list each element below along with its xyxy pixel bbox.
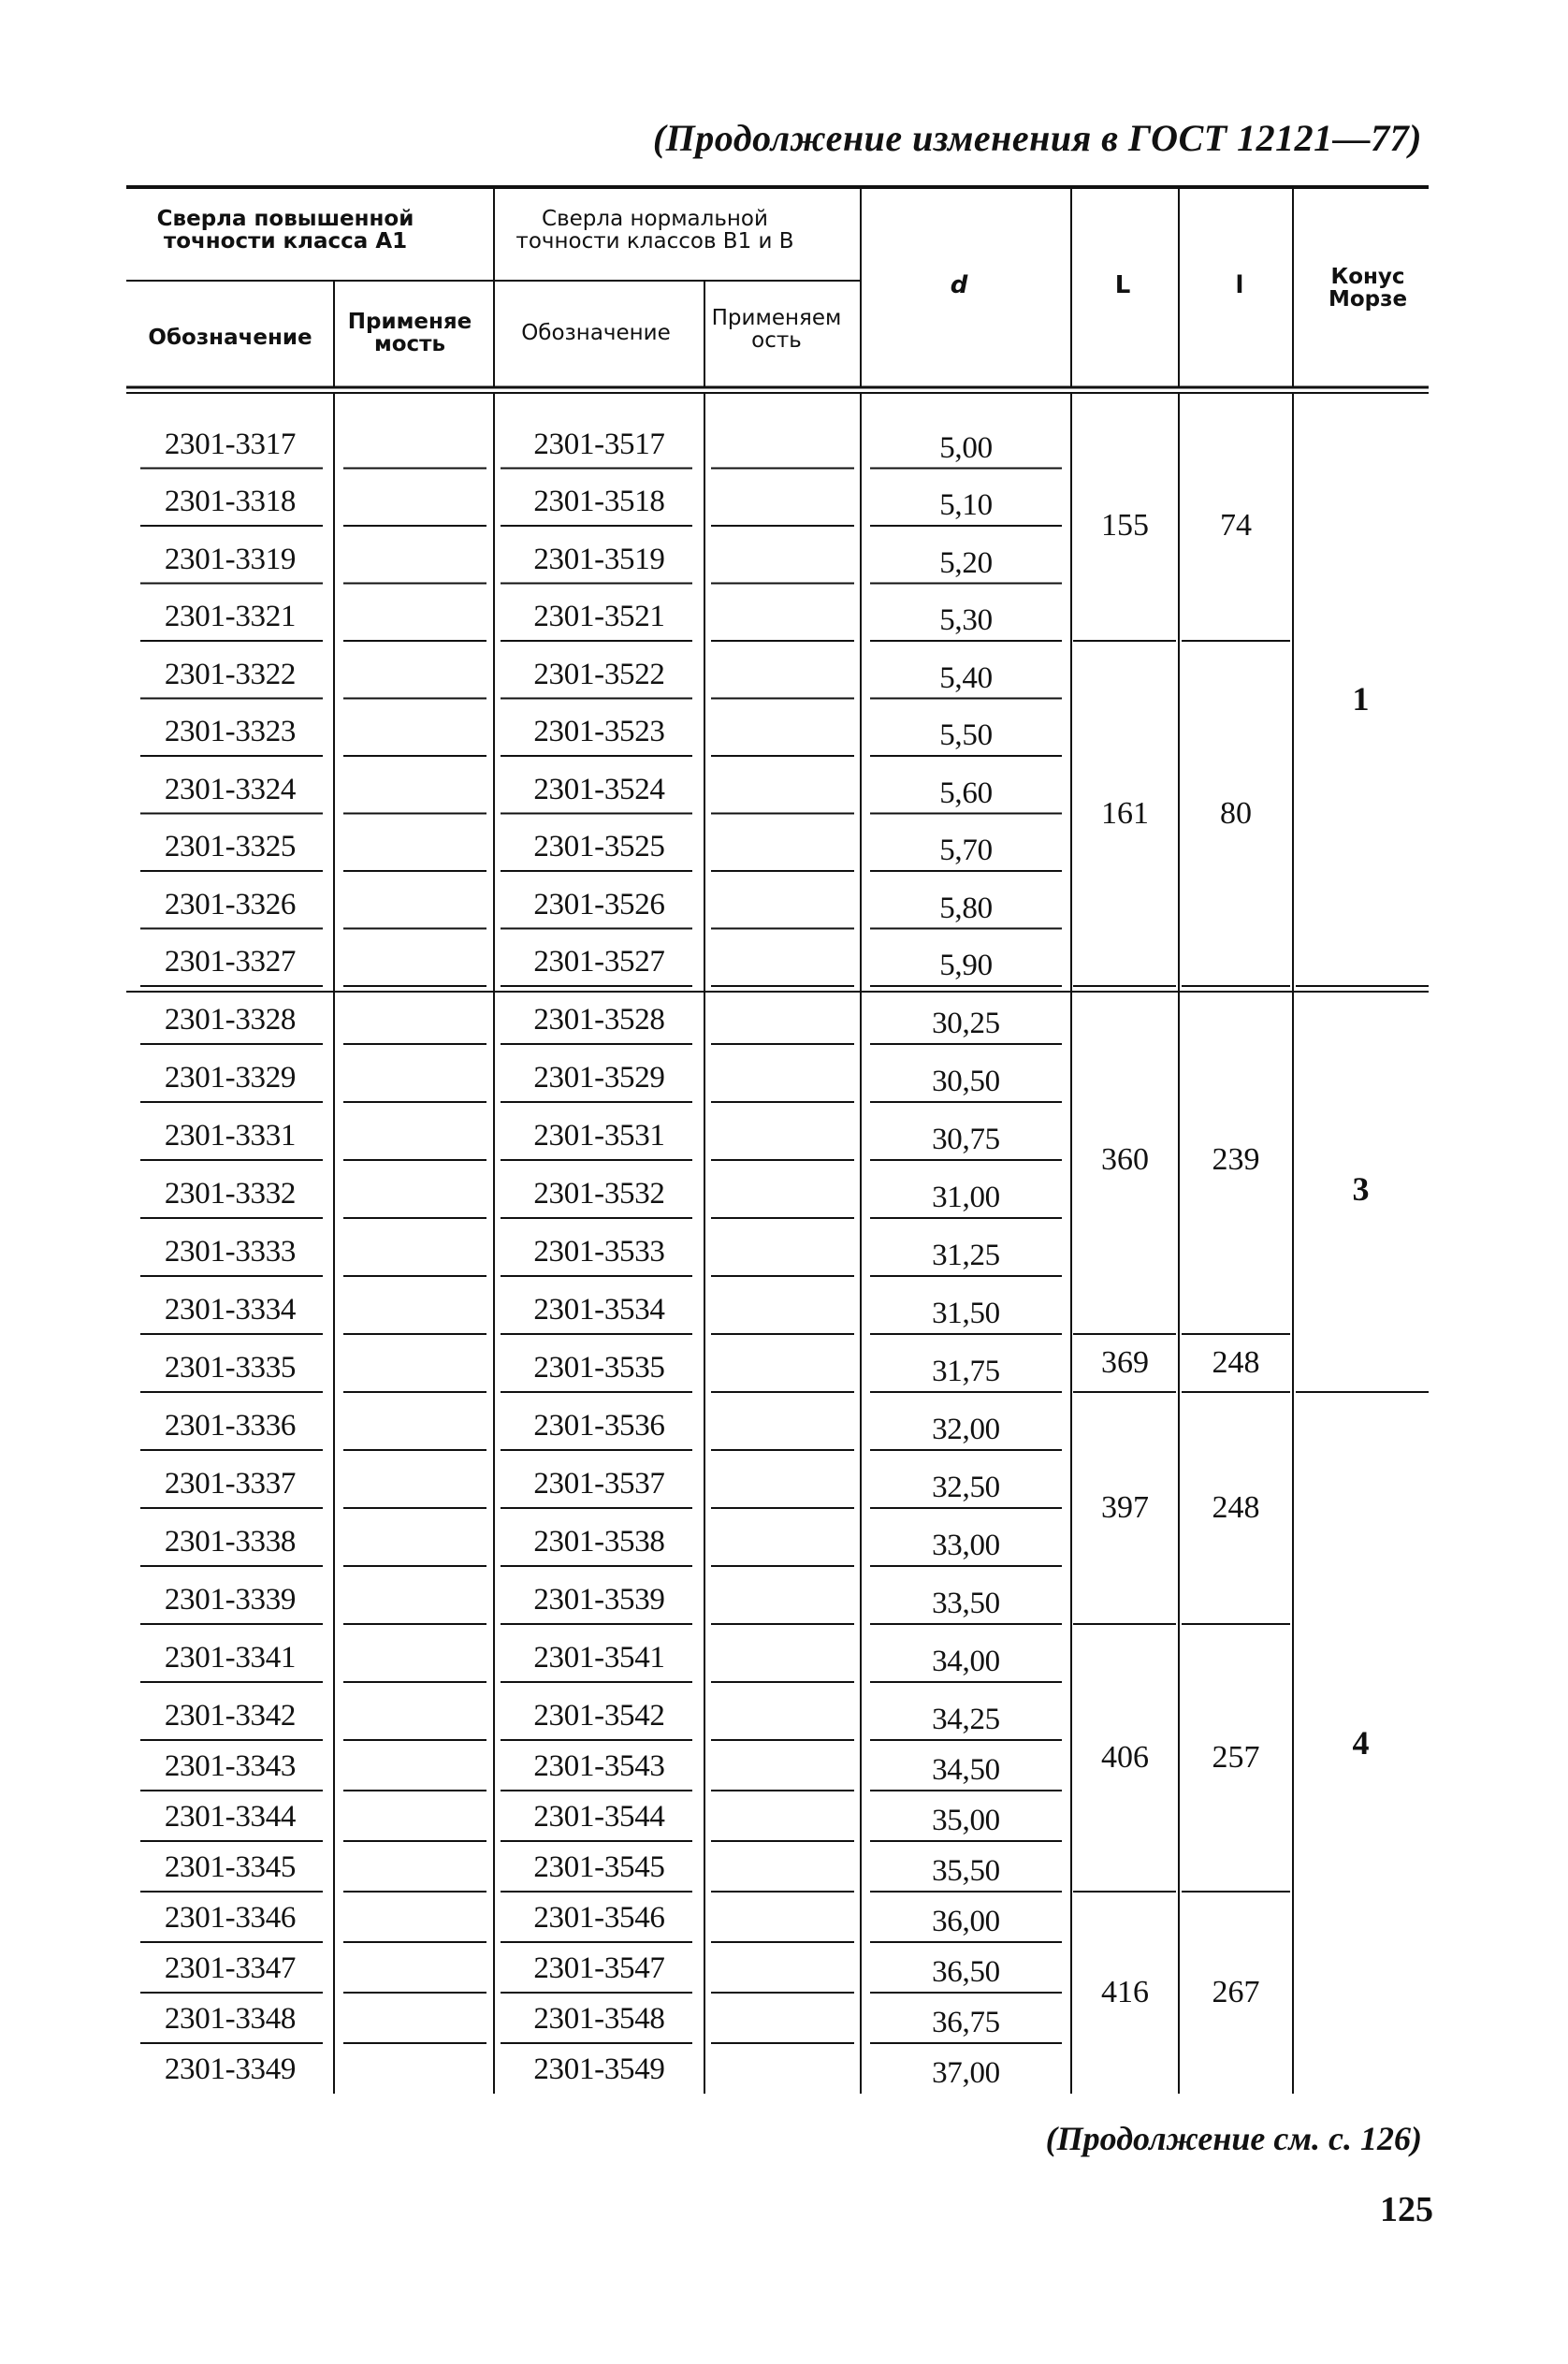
designation-b-cell: 2301-3518 xyxy=(533,485,665,518)
designation-b-cell: 2301-3538 xyxy=(533,1525,665,1559)
length-L-cell: 369 xyxy=(1101,1345,1149,1380)
length-l-cell: 248 xyxy=(1212,1490,1260,1525)
col-header-designation-b: Обозначение xyxy=(521,321,671,345)
length-l-cell: 248 xyxy=(1212,1345,1260,1380)
designation-a1-cell: 2301-3325 xyxy=(164,830,297,863)
designation-b-cell: 2301-3532 xyxy=(533,1177,665,1211)
designation-a1-cell: 2301-3338 xyxy=(164,1525,297,1559)
length-L-cell: 360 xyxy=(1101,1142,1149,1177)
diameter-d-cell: 5,20 xyxy=(939,545,993,580)
col-header-d: d xyxy=(950,271,968,299)
diameter-d-cell: 35,00 xyxy=(932,1804,1000,1837)
designation-a1-cell: 2301-3328 xyxy=(164,1003,297,1037)
designation-b-cell: 2301-3526 xyxy=(533,887,665,921)
designation-b-cell: 2301-3524 xyxy=(533,772,665,806)
designation-a1-cell: 2301-3324 xyxy=(164,772,297,806)
page-number: 125 xyxy=(1380,2190,1433,2229)
length-L-cell: 155 xyxy=(1101,508,1149,543)
morse-cone-cell: 4 xyxy=(1352,1724,1370,1762)
designation-b-cell: 2301-3533 xyxy=(533,1235,665,1269)
designation-a1-cell: 2301-3349 xyxy=(164,2052,297,2086)
designation-a1-cell: 2301-3323 xyxy=(164,715,297,748)
diameter-d-cell: 32,00 xyxy=(932,1413,1000,1446)
diameter-d-cell: 5,60 xyxy=(939,776,993,810)
diameter-d-cell: 34,00 xyxy=(932,1645,1000,1678)
diameter-d-cell: 31,50 xyxy=(932,1297,1000,1330)
designation-a1-cell: 2301-3341 xyxy=(164,1641,297,1675)
length-L-cell: 416 xyxy=(1101,1975,1149,2009)
designation-b-cell: 2301-3545 xyxy=(533,1850,665,1884)
group-header-a1: Сверла повышенной точности класса А1 xyxy=(156,207,414,254)
designation-b-cell: 2301-3548 xyxy=(533,2002,665,2036)
designation-b-cell: 2301-3521 xyxy=(533,600,665,633)
diameter-d-cell: 36,75 xyxy=(932,2006,1000,2039)
col-header-applicability-a1: Применяемость xyxy=(347,310,472,357)
diameter-d-cell: 33,00 xyxy=(932,1529,1000,1562)
length-L-cell: 406 xyxy=(1101,1740,1149,1775)
drill-spec-table xyxy=(126,180,1429,2097)
diameter-d-cell: 37,00 xyxy=(932,2056,1000,2090)
diameter-d-cell: 31,00 xyxy=(932,1181,1000,1214)
designation-a1-cell: 2301-3334 xyxy=(164,1293,297,1327)
page-header-title: (Продолжение изменения в ГОСТ 12121—77) xyxy=(652,117,1422,159)
designation-b-cell: 2301-3522 xyxy=(533,657,665,691)
designation-b-cell: 2301-3517 xyxy=(533,427,665,461)
diameter-d-cell: 31,25 xyxy=(932,1239,1000,1272)
diameter-d-cell: 30,50 xyxy=(932,1065,1000,1098)
length-L-cell: 397 xyxy=(1101,1490,1149,1525)
designation-a1-cell: 2301-3317 xyxy=(164,427,297,461)
designation-b-cell: 2301-3529 xyxy=(533,1061,665,1095)
designation-b-cell: 2301-3536 xyxy=(533,1409,665,1443)
designation-b-cell: 2301-3546 xyxy=(533,1901,665,1935)
diameter-d-cell: 32,50 xyxy=(932,1471,1000,1504)
length-L-cell: 161 xyxy=(1101,795,1149,831)
morse-cone-cell: 1 xyxy=(1352,679,1370,718)
designation-b-cell: 2301-3547 xyxy=(533,1951,665,1985)
designation-b-cell: 2301-3525 xyxy=(533,830,665,863)
diameter-d-cell: 5,10 xyxy=(939,488,993,522)
morse-cone-cell: 3 xyxy=(1352,1170,1370,1208)
designation-b-cell: 2301-3534 xyxy=(533,1293,665,1327)
length-l-cell: 267 xyxy=(1212,1975,1260,2009)
designation-a1-cell: 2301-3346 xyxy=(164,1901,297,1935)
designation-a1-cell: 2301-3339 xyxy=(164,1583,297,1617)
designation-b-cell: 2301-3535 xyxy=(533,1351,665,1385)
diameter-d-cell: 5,30 xyxy=(939,603,993,637)
designation-b-cell: 2301-3531 xyxy=(533,1119,665,1153)
col-header-L: L xyxy=(1114,271,1131,299)
length-l-cell: 80 xyxy=(1220,795,1252,831)
diameter-d-cell: 30,75 xyxy=(932,1123,1000,1156)
designation-a1-cell: 2301-3337 xyxy=(164,1467,297,1501)
designation-b-cell: 2301-3541 xyxy=(533,1641,665,1675)
group-header-b: Сверла нормальной точности классов В1 и В xyxy=(515,207,794,254)
continuation-note: (Продолжение см. с. 126) xyxy=(1045,2120,1422,2157)
designation-a1-cell: 2301-3342 xyxy=(164,1699,297,1733)
diameter-d-cell: 33,50 xyxy=(932,1587,1000,1620)
designation-a1-cell: 2301-3335 xyxy=(164,1351,297,1385)
designation-a1-cell: 2301-3318 xyxy=(164,485,297,518)
designation-a1-cell: 2301-3326 xyxy=(164,887,297,921)
designation-a1-cell: 2301-3329 xyxy=(164,1061,297,1095)
diameter-d-cell: 5,00 xyxy=(939,430,993,465)
designation-b-cell: 2301-3527 xyxy=(533,945,665,979)
diameter-d-cell: 5,80 xyxy=(939,891,993,925)
length-l-cell: 257 xyxy=(1212,1740,1260,1775)
col-header-designation-a1: Обозначение xyxy=(148,326,312,350)
designation-a1-cell: 2301-3348 xyxy=(164,2002,297,2036)
designation-b-cell: 2301-3537 xyxy=(533,1467,665,1501)
diameter-d-cell: 5,50 xyxy=(939,718,993,752)
designation-b-cell: 2301-3544 xyxy=(533,1800,665,1834)
diameter-d-cell: 5,70 xyxy=(939,834,993,867)
designation-b-cell: 2301-3549 xyxy=(533,2052,665,2086)
designation-a1-cell: 2301-3332 xyxy=(164,1177,297,1211)
col-header-morse-cone: Конус Морзе xyxy=(1328,265,1408,312)
designation-a1-cell: 2301-3347 xyxy=(164,1951,297,1985)
designation-b-cell: 2301-3523 xyxy=(533,715,665,748)
designation-a1-cell: 2301-3319 xyxy=(164,542,297,576)
designation-b-cell: 2301-3542 xyxy=(533,1699,665,1733)
length-l-cell: 239 xyxy=(1212,1142,1260,1177)
designation-a1-cell: 2301-3327 xyxy=(164,945,297,979)
diameter-d-cell: 34,25 xyxy=(932,1703,1000,1736)
designation-b-cell: 2301-3539 xyxy=(533,1583,665,1617)
diameter-d-cell: 31,75 xyxy=(932,1355,1000,1388)
designation-b-cell: 2301-3543 xyxy=(533,1749,665,1783)
designation-a1-cell: 2301-3345 xyxy=(164,1850,297,1884)
diameter-d-cell: 35,50 xyxy=(932,1854,1000,1888)
diameter-d-cell: 30,25 xyxy=(932,1007,1000,1040)
designation-a1-cell: 2301-3331 xyxy=(164,1119,297,1153)
designation-a1-cell: 2301-3343 xyxy=(164,1749,297,1783)
length-l-cell: 74 xyxy=(1220,508,1252,543)
designation-b-cell: 2301-3519 xyxy=(533,542,665,576)
diameter-d-cell: 36,50 xyxy=(932,1955,1000,1989)
designation-a1-cell: 2301-3321 xyxy=(164,600,297,633)
diameter-d-cell: 34,50 xyxy=(932,1753,1000,1787)
col-header-l: l xyxy=(1235,271,1244,299)
designation-a1-cell: 2301-3336 xyxy=(164,1409,297,1443)
col-header-applicability-b: Применяемость xyxy=(711,306,842,354)
designation-b-cell: 2301-3528 xyxy=(533,1003,665,1037)
designation-a1-cell: 2301-3322 xyxy=(164,657,297,691)
designation-a1-cell: 2301-3333 xyxy=(164,1235,297,1269)
diameter-d-cell: 5,90 xyxy=(939,949,993,982)
designation-a1-cell: 2301-3344 xyxy=(164,1800,297,1834)
diameter-d-cell: 5,40 xyxy=(939,660,993,695)
diameter-d-cell: 36,00 xyxy=(932,1905,1000,1938)
